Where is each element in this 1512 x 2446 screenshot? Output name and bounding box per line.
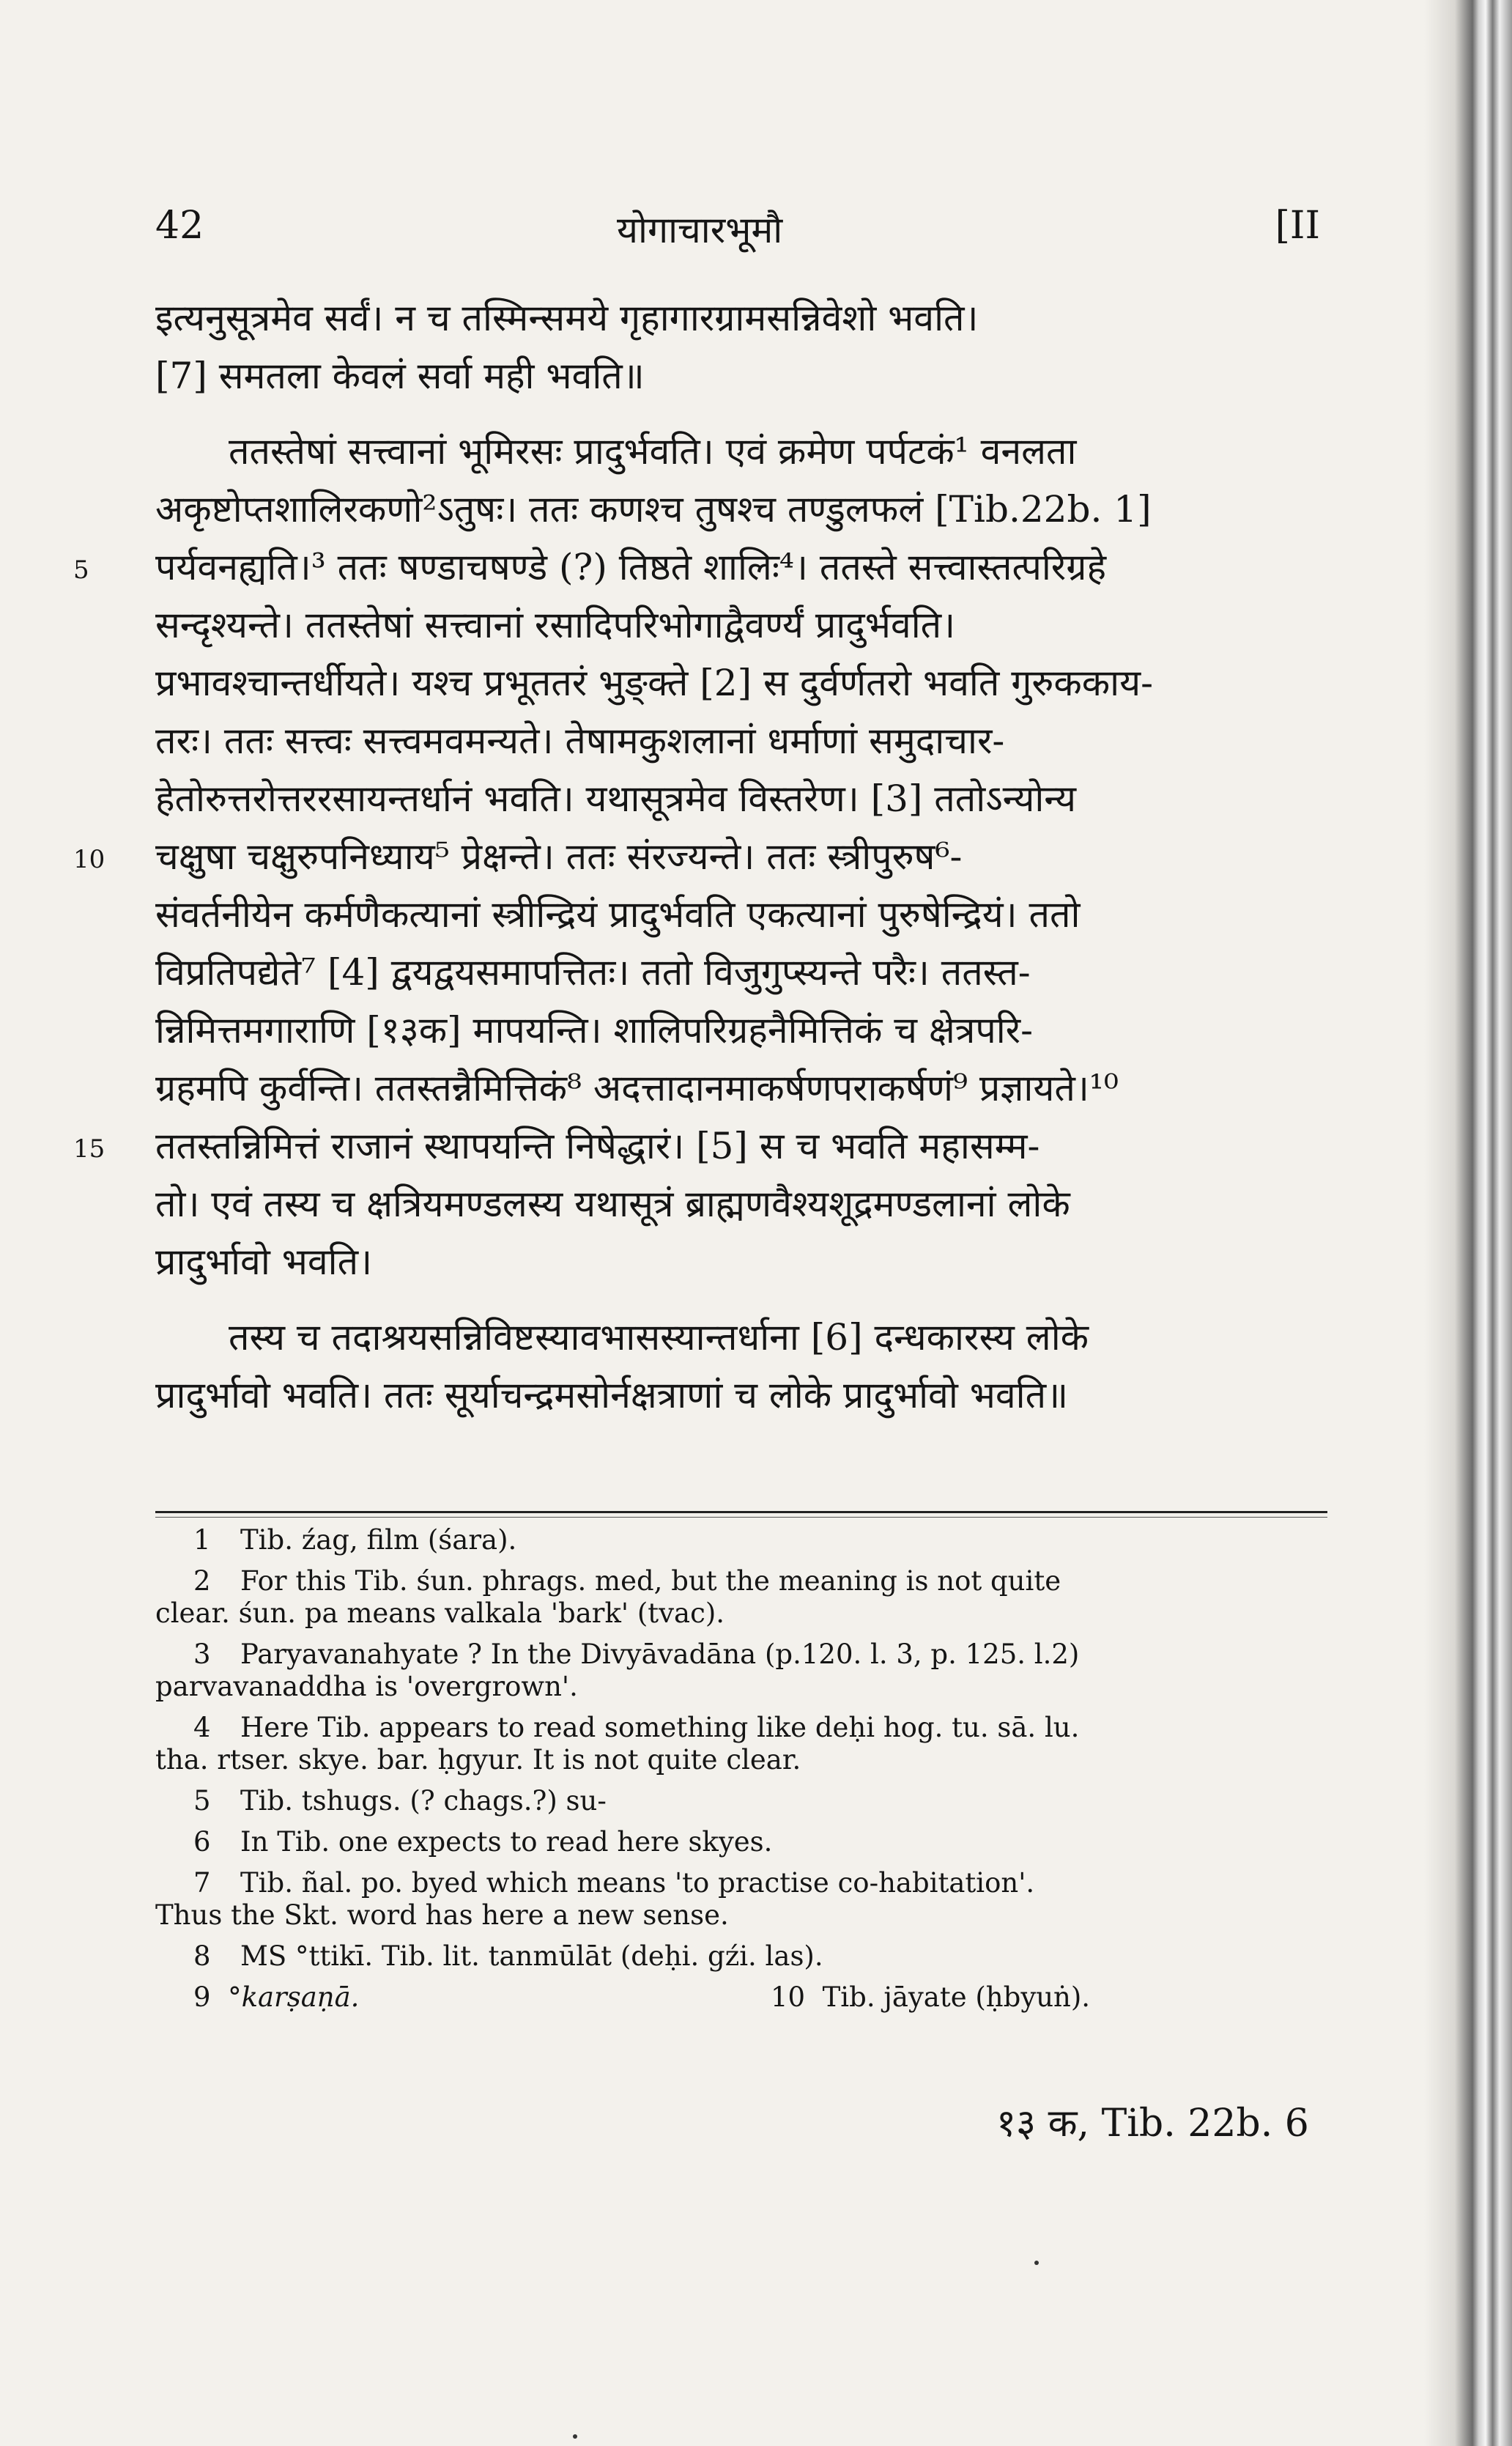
text-line: प्रादुर्भावो भवति। ततः सूर्याचन्द्रमसोर्नक्षत्राणां च लोके प्रादुर्भावो भवति॥ [155,1374,1069,1416]
running-title: योगाचारभूमौ [617,209,783,251]
footnote: 7 Tib. ñal. po. byed which means 'to practise co-habitation'. Thus the Skt. word has here a new sense. [155,1867,1035,1931]
text-line: ग्रहमपि कुर्वन्ति। ततस्तन्नैमित्तिकं⁸ अदत्तादानमाकर्षणपराकर्षणं⁹ प्रज्ञायते।¹⁰ [155,1067,1119,1109]
footnote: 6 In Tib. one expects to read here skyes. [193,1826,773,1858]
text-line: इत्यनुसूत्रमेव सर्वं। न च तस्मिन्समये गृहागारग्रामसन्निवेशो भवति। [155,297,979,339]
text-line: तरः। ततः सत्त्वः सत्त्वमवमन्यते। तेषामकुशलानां धर्माणां समुदाचार- [155,720,1005,762]
text-line: प्रादुर्भावो भवति। [155,1241,373,1283]
text-line: 10 चक्षुषा चक्षुरुपनिध्याय⁵ प्रेक्षन्ते। ततः संरज्यन्ते। ततः स्त्रीपुरुष⁶- [155,828,1327,886]
part-marker: [II [1275,204,1320,248]
main-text [73,289,1327,1425]
footnote: 5 Tib. tshugs. (? chags.?) su- [193,1785,607,1817]
text-line: ततस्तेषां सत्त्वानां भूमिरसः प्रादुर्भवति। एवं क्रमेण पर्पटकं¹ वनलता [229,430,1077,473]
text-line: तस्य च तदाश्रयसन्निविष्टस्यावभासस्यान्तर्धाना [6] दन्धकारस्य लोके [229,1316,1089,1359]
footnote-9: 9 °karṣaṇā. [193,1981,360,2013]
speck [1034,2261,1039,2265]
speck [573,2434,577,2439]
footnote-pair [155,1981,1327,2021]
footnote-rule-thin [155,1517,1327,1518]
text-line: हेतोरुत्तरोत्तररसायन्तर्धानं भवति। यथासूत्रमेव विस्तरेण। [3] ततोऽन्योन्य [155,777,1077,820]
binding-edge [1424,0,1512,2446]
footnotes [155,1524,1327,2021]
text-line: [7] समतला केवलं सर्वा मही भवति॥ [155,355,645,397]
footnote-rule [155,1511,1327,1513]
text-line: सन्दृश्यन्ते। ततस्तेषां सत्त्वानां रसादिपरिभोगाद्वैवर्ण्यं प्रादुर्भवति। [155,604,956,646]
page-number: 42 [155,204,204,248]
text-line: संवर्तनीयेन कर्मणैकत्यानां स्त्रीन्द्रियं प्रादुर्भवति एकत्यानां पुरुषेन्द्रियं। ततो [155,893,1081,936]
footnote: 1 Tib. źag, film (śara). [193,1524,517,1556]
text-line: तो। एवं तस्य च क्षत्रियमण्डलस्य यथासूत्रं ब्राह्मणवैश्यशूद्रमण्डलानां लोके [155,1183,1070,1225]
text-line: 5 पर्यवनह्यति।³ ततः षण्डाचषण्डे (?) तिष्ठते शालिः⁴। ततस्ते सत्त्वास्तत्परिग्रहे [155,539,1327,596]
footnote: 3 Paryavanahyate ? In the Divyāvadāna (p.120. l. 3, p. 125. l.2) parvavanaddha is 'overgrown'. [155,1638,1080,1702]
page-signature: १३ क, Tib. 22b. 6 [996,2102,1309,2146]
text-line: विप्रतिपद्येते⁷ [4] द्वयद्वयसमापत्तितः। ततो विजुगुप्स्यन्ते परैः। ततस्त- [155,951,1031,994]
footnote-10: 10 Tib. jāyate (ḥbyuṅ). [771,1981,1091,2013]
footnote: 4 Here Tib. appears to read something like deḥi hog. tu. sā. lu. tha. rtser. skye. bar. ḥgyur. It is not quite clear. [155,1712,1080,1776]
line-number: 10 [73,845,105,874]
text-line: प्रभावश्चान्तर्धीयते। यश्च प्रभूततरं भुङ्क्ते [2] स दुर्वर्णतरो भवति गुरुककाय- [155,662,1153,704]
line-number: 5 [73,555,89,585]
text-line: न्निमित्तमगाराणि [१३क] मापयन्ति। शालिपरिग्रहनैमित्तिकं च क्षेत्रपरि- [155,1009,1034,1052]
line-number: 15 [73,1134,105,1164]
text-line: अकृष्टोप्तशालिरकणो²ऽतुषः। ततः कणश्च तुषश्च तण्डुलफलं [Tib.22b. 1] [155,488,1152,531]
text-line: 15 ततस्तन्निमित्तं राजानं स्थापयन्ति निषेद्धारं। [5] स च भवति महासम्म- [155,1117,1327,1175]
footnote: 8 MS °ttikī. Tib. lit. tanmūlāt (deḥi. gźi. las). [193,1940,823,1972]
running-header [155,204,1320,262]
footnote: 2 For this Tib. śun. phrags. med, but the meaning is not quite clear. śun. pa means valkala 'bark' (tvac). [155,1565,1061,1629]
